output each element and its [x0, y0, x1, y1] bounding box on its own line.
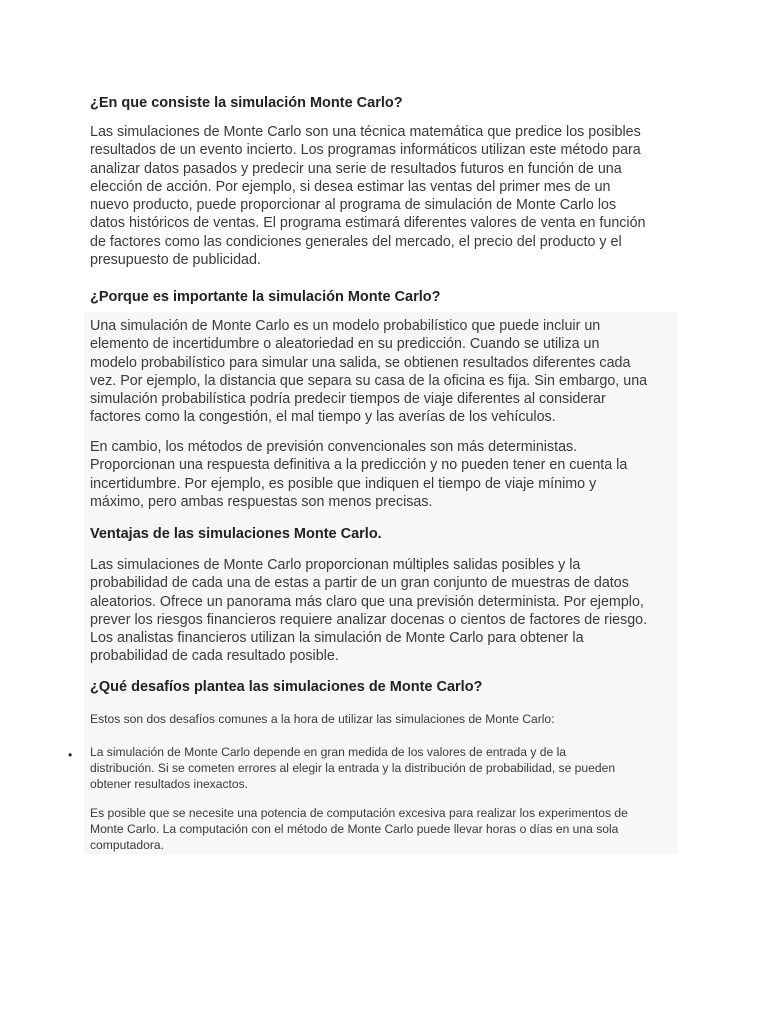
text-line: prever los riesgos financieros requiere analizar docenas o cientos de factores de riesgo. — [90, 611, 648, 628]
text-line: nuevo producto, puede proporcionar al programa de simulación de Monte Carlo los — [90, 197, 617, 214]
text-line: Monte Carlo. La computación con el método de Monte Carlo puede llevar horas o días en una sola — [90, 822, 619, 836]
bullet-item-input-dependency — [90, 744, 615, 792]
text-line: Una simulación de Monte Carlo es un modelo probabilístico que puede incluir un — [90, 318, 601, 334]
heading-challenges: ¿Qué desafíos plantea las simulaciones de Monte Carlo? — [90, 679, 483, 695]
paragraph-challenges-intro — [90, 711, 555, 727]
text-line: obtener resultados inexactos. — [90, 777, 248, 791]
text-line: Estos son dos desafíos comunes a la hora de utilizar las simulaciones de Monte Carlo: — [90, 712, 555, 726]
text-line: probabilidad de cada una de estas a partir de un gran conjunto de muestras de datos — [90, 575, 629, 592]
heading-advantages: Ventajas de las simulaciones Monte Carlo. — [90, 526, 382, 542]
text-line: máximo, pero ambas respuestas son menos precisas. — [90, 493, 433, 510]
text-line: presupuesto de publicidad. — [90, 252, 261, 269]
text-line: simulación probabilística podría predecir tiempos de viaje diferentes al considerar — [90, 391, 606, 408]
paragraph-computation — [90, 805, 628, 853]
paragraph-importance — [90, 317, 647, 427]
text-line: Proporcionan una respuesta definitiva a la predicción y no pueden tener en cuenta la — [90, 457, 628, 474]
bullet-marker: • — [68, 748, 73, 762]
heading-importance: ¿Porque es importante la simulación Monte Carlo? — [90, 289, 441, 305]
text-line: Los analistas financieros utilizan la simulación de Monte Carlo para obtener la — [90, 630, 584, 647]
text-line: vez. Por ejemplo, la distancia que separa su casa de la oficina es fija. Sin embargo, una — [90, 372, 648, 389]
heading-monte-carlo-definition: ¿En que consiste la simulación Monte Carlo? — [90, 95, 403, 111]
text-line: modelo probabilístico para simular una salida, se obtienen resultados diferentes cada — [90, 354, 631, 371]
text-line: distribución. Si se cometen errores al elegir la entrada y la distribución de probabilidad, se pueden — [90, 761, 616, 775]
text-line: La simulación de Monte Carlo depende en gran medida de los valores de entrada y de la — [90, 745, 566, 759]
text-line: aleatorios. Ofrece un panorama más claro que una previsión determinista. Por ejemplo, — [90, 593, 644, 610]
text-line: computadora. — [90, 838, 164, 852]
text-line: Las simulaciones de Monte Carlo proporcionan múltiples salidas posibles y la — [90, 557, 581, 573]
text-line: incertidumbre. Por ejemplo, es posible que indiquen el tiempo de viaje mínimo y — [90, 475, 597, 492]
paragraph-advantages — [90, 556, 647, 666]
text-line: resultados de un evento incierto. Los programas informáticos utilizan este método para — [90, 142, 641, 159]
text-line: factores como la congestión, el mal tiempo y las averías de los vehículos. — [90, 409, 556, 426]
text-line: Las simulaciones de Monte Carlo son una técnica matemática que predice los posibles — [90, 124, 641, 140]
text-line: elección de acción. Por ejemplo, si desea estimar las ventas del primer mes de un — [90, 178, 611, 195]
text-line: elemento de incertidumbre o aleatoriedad en su predicción. Cuando se utiliza un — [90, 336, 600, 353]
text-line: En cambio, los métodos de previsión convencionales son más deterministas. — [90, 439, 578, 455]
text-line: analizar datos pasados y predecir una serie de resultados futuros en función de una — [90, 160, 622, 177]
text-line: probabilidad de cada resultado posible. — [90, 648, 339, 665]
paragraph-deterministic — [90, 438, 627, 511]
text-line: Es posible que se necesite una potencia de computación excesiva para realizar los experimentos de — [90, 806, 628, 820]
text-line: de factores como las condiciones generales del mercado, el precio del producto y el — [90, 233, 622, 250]
paragraph-definition — [90, 123, 646, 269]
text-line: datos históricos de ventas. El programa estimará diferentes valores de venta en función — [90, 215, 646, 232]
